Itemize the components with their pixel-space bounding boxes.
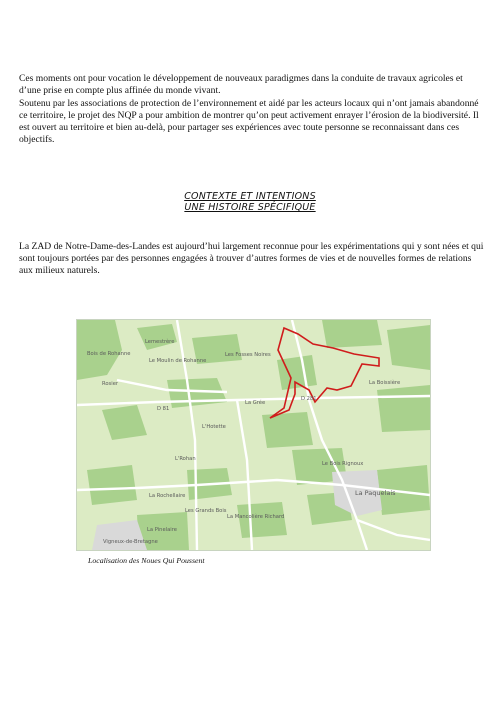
paragraph-goals: Ces moments ont pour vocation le développement de nouveaux paradigmes dans la conduite de travaux agricoles et d’une prise en compte plus affinée du monde vivant. bbox=[19, 73, 463, 96]
map-label-rosier: Rosier bbox=[102, 381, 119, 387]
map-label-grands-bois: Les Grands Bois bbox=[185, 508, 227, 514]
map-label-pinelaire: La Pinelaire bbox=[147, 527, 177, 533]
location-map bbox=[76, 319, 431, 551]
map-label-lemestrere: Lemestrère bbox=[145, 339, 175, 345]
map-label-hotette: L'Hotette bbox=[202, 424, 226, 430]
map-label-bois-rohanne: Bois de Rohanne bbox=[87, 351, 131, 357]
map-label-bois-rignoux: Le Bois Rignoux bbox=[322, 461, 364, 467]
map-label-gree: La Grée bbox=[245, 400, 266, 406]
paragraph-project: Soutenu par les associations de protection de l’environnement et aidé par les acteurs locaux qui n’ont jamais abandonné ce territoire, le projet des NQP a pour ambition de montrer qu’on peut activement enrayer l’érosion de la biodiversité. Il est ouvert au territoire et bien au-delà, pour partager ses expériences avec toute personne se reconnaissant dans ces objectifs. bbox=[19, 98, 479, 145]
map-label-mancoliere: La Mancolière Richard bbox=[227, 514, 285, 520]
map-caption: Localisation des Noues Qui Poussent bbox=[88, 556, 205, 565]
section-heading bbox=[0, 191, 500, 213]
map-label-d28: D 281 bbox=[301, 396, 317, 402]
map-label-moulin-rohanne: Le Moulin de Rohanne bbox=[149, 358, 207, 364]
map-label-paquelais: La Paquelais bbox=[355, 489, 396, 497]
map-label-boissiere: La Boissière bbox=[369, 380, 401, 386]
map-label-fosses-noires: Les Fosses Noires bbox=[225, 352, 271, 358]
map-label-d81: D 81 bbox=[157, 406, 170, 412]
map-label-rohan: L'Rohan bbox=[175, 456, 196, 462]
map-canvas bbox=[77, 320, 430, 550]
paragraph-zad: La ZAD de Notre-Dame-des-Landes est aujourd’hui largement reconnue pour les expérimentations qui y sont nées et qui sont toujours portées par des personnes engagées à trouver d’autres formes de vies et de nouvelles formes de relations aux milieux naturels. bbox=[19, 241, 484, 276]
heading-line-2: UNE HISTOIRE SPÉCIFIQUE bbox=[184, 202, 316, 213]
map-label-vigneux: Vigneux-de-Bretagne bbox=[103, 539, 158, 545]
heading-line-1: CONTEXTE ET INTENTIONS bbox=[184, 191, 316, 202]
map-label-rochellaire: La Rochellaire bbox=[149, 493, 186, 499]
